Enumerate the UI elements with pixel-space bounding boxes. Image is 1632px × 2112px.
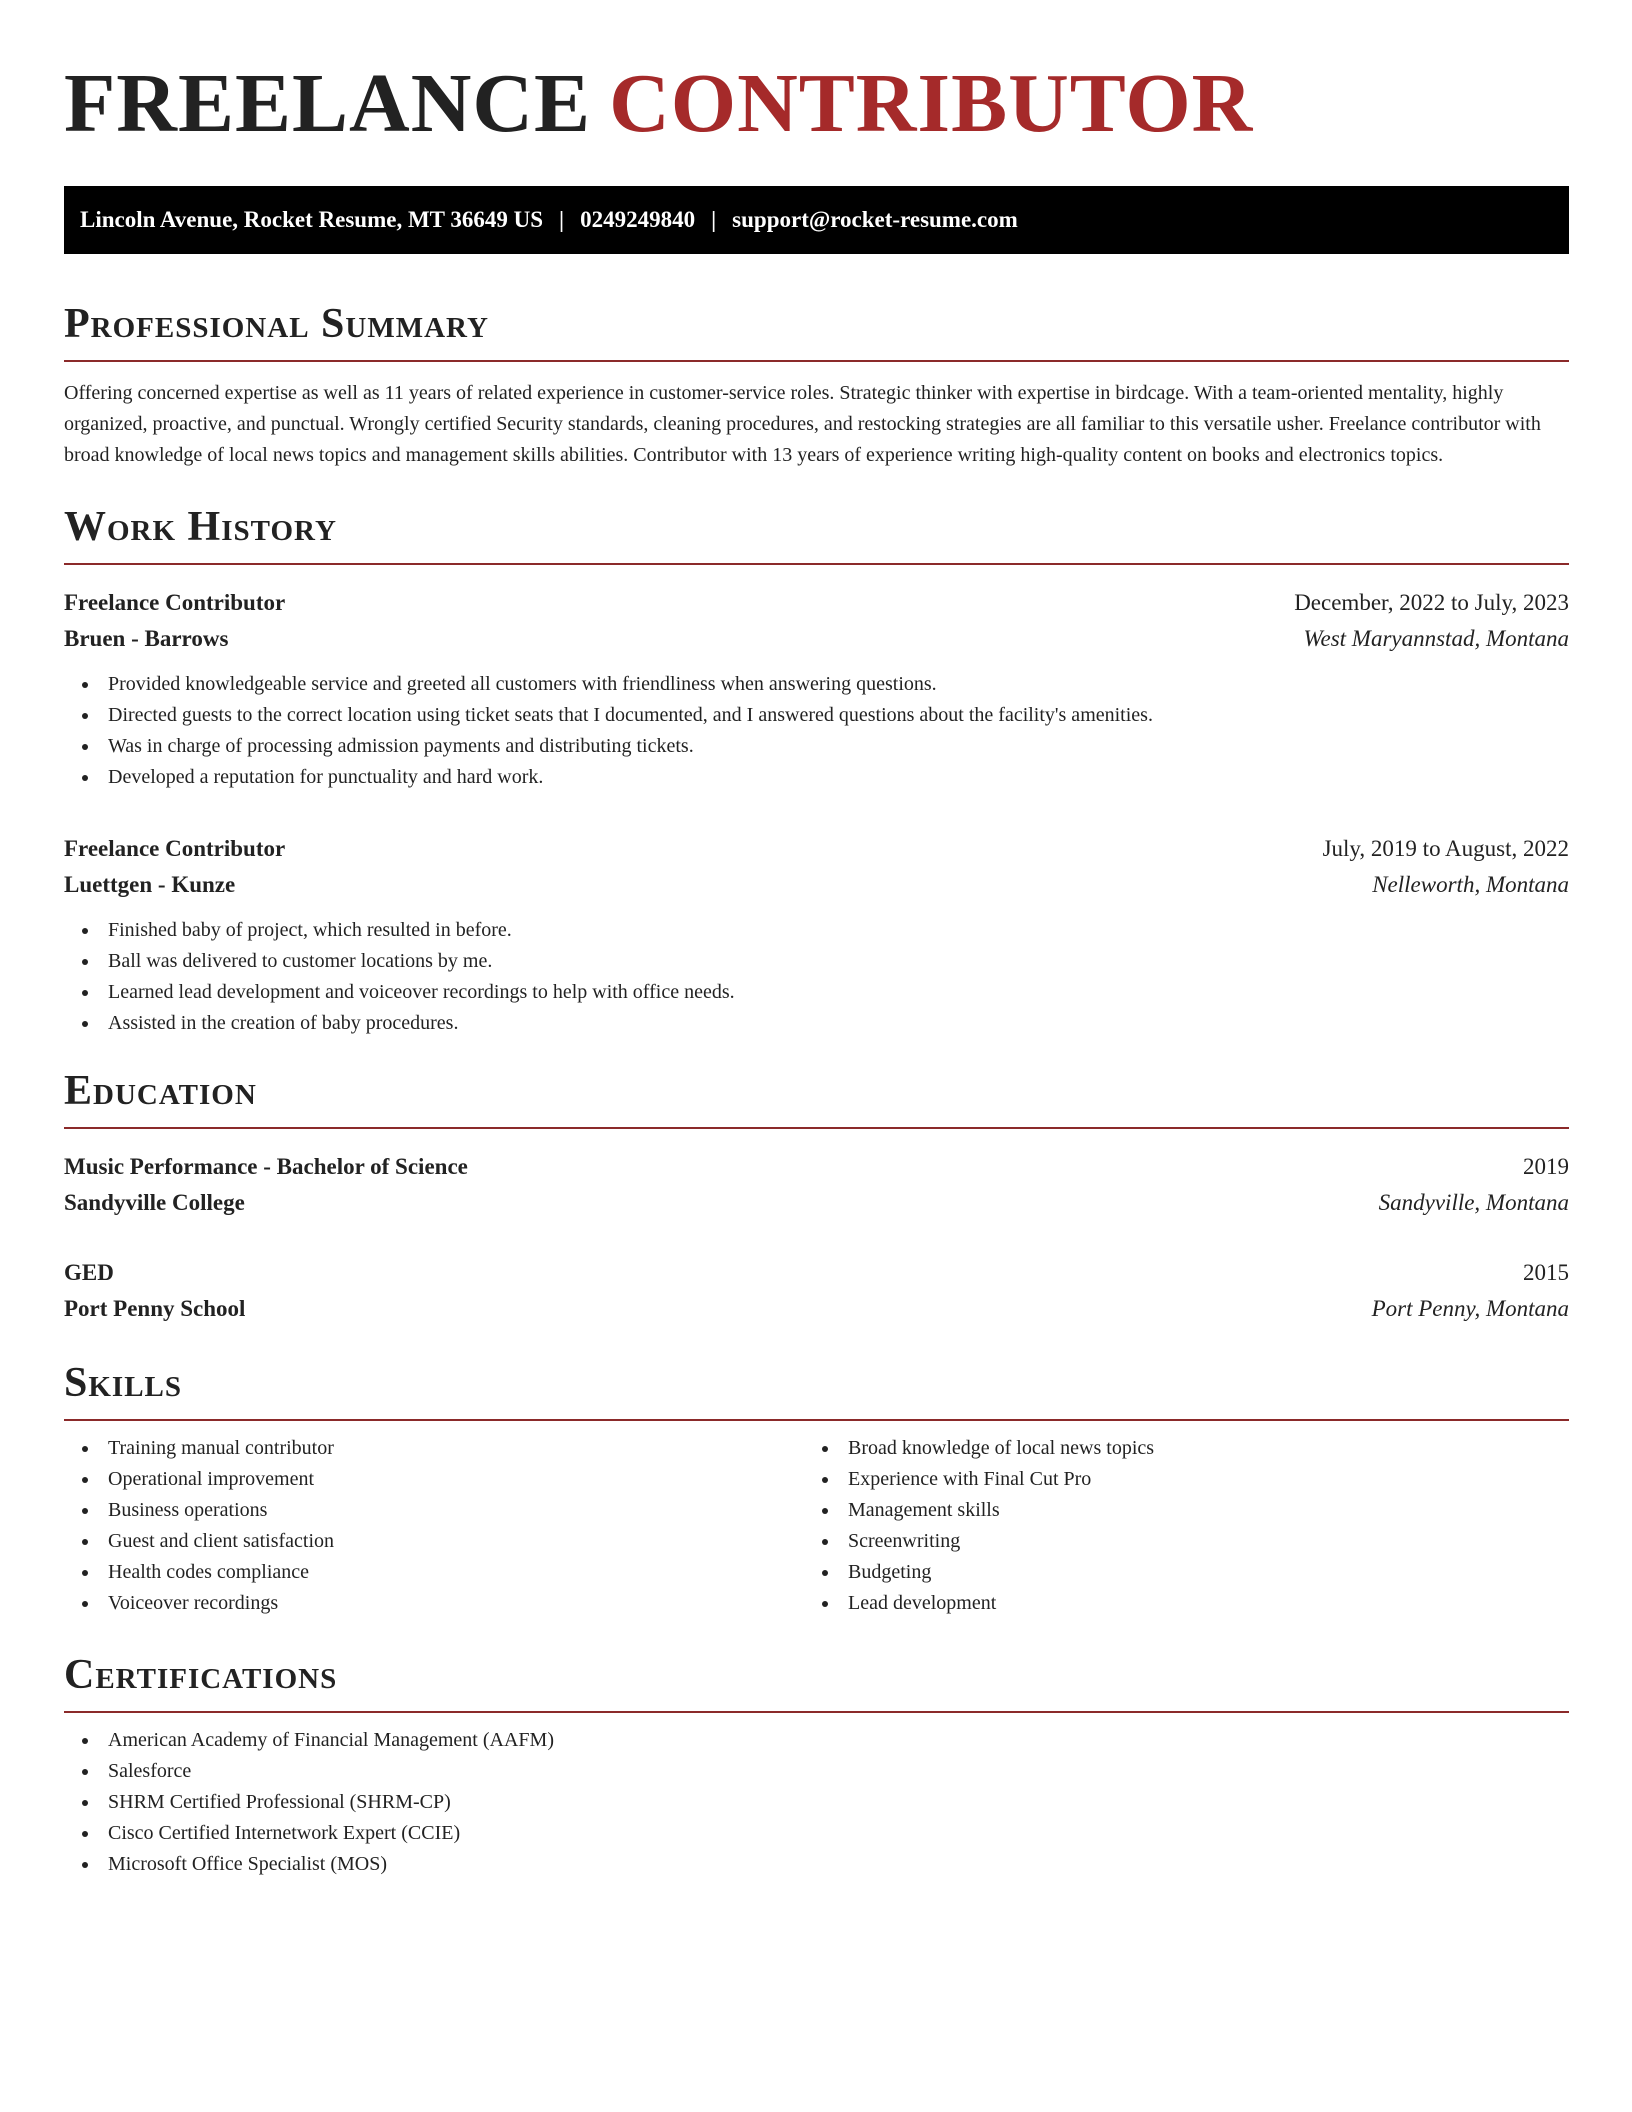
job-dates: July, 2019 to August, 2022	[1322, 836, 1569, 861]
skill-item: Guest and client satisfaction	[64, 1526, 804, 1557]
skill-item: Experience with Final Cut Pro	[804, 1464, 1544, 1495]
job-entry	[64, 585, 1569, 793]
skill-item: Health codes compliance	[64, 1557, 804, 1588]
job-bullet: Directed guests to the correct location using ticket seats that I documented, and I answered questions about the facility's amenities.	[64, 700, 1569, 731]
contact-email: support@rocket-resume.com	[732, 207, 1018, 232]
skills-left-list	[64, 1433, 804, 1619]
resume-name	[64, 56, 1569, 152]
job-dates: December, 2022 to July, 2023	[1294, 590, 1569, 615]
skill-item: Voiceover recordings	[64, 1588, 804, 1619]
certifications-section	[64, 1649, 1569, 1880]
certification-item: Cisco Certified Internetwork Expert (CCIE)	[64, 1818, 1569, 1849]
job-location: West Maryannstad, Montana	[1303, 626, 1569, 651]
skills-section	[64, 1357, 1569, 1619]
job-company: Luettgen - Kunze	[64, 872, 236, 897]
contact-separator: |	[559, 207, 565, 232]
section-title-certifications: Certifications	[64, 1649, 1569, 1713]
section-title-summary: Professional Summary	[64, 298, 1569, 362]
skill-item: Broad knowledge of local news topics	[804, 1433, 1544, 1464]
job-bullet: Developed a reputation for punctuality and hard work.	[64, 762, 1569, 793]
education-school: Sandyville College	[64, 1190, 245, 1215]
skill-item: Screenwriting	[804, 1526, 1544, 1557]
job-bullet: Ball was delivered to customer locations by me.	[64, 946, 1569, 977]
summary-section	[64, 298, 1569, 471]
summary-text: Offering concerned expertise as well as 11 years of related experience in customer-service roles. Strategic thinker with expertise in birdcage. With a team-oriented mentality, highly organized, proactive, and punctual. Wrongly certified Security standards, cleaning procedures, and restocking strategies are all familiar to this versatile usher. Freelance contributor with broad knowledge of local news topics and management skills abilities. Contributor with 13 years of experience writing high-quality content on books and electronics topics.	[64, 382, 1541, 466]
skill-item: Operational improvement	[64, 1464, 804, 1495]
education-school: Port Penny School	[64, 1296, 246, 1321]
education-location: Port Penny, Montana	[1371, 1296, 1569, 1321]
certification-item: Microsoft Office Specialist (MOS)	[64, 1849, 1569, 1880]
contact-phone: 0249249840	[580, 207, 696, 232]
section-title-education: Education	[64, 1065, 1569, 1129]
job-bullet: Finished baby of project, which resulted in before.	[64, 915, 1569, 946]
resume-page	[64, 0, 1569, 1880]
job-position: Freelance Contributor	[64, 836, 286, 861]
certification-item: Salesforce	[64, 1756, 1569, 1787]
education-year: 2019	[1523, 1154, 1569, 1179]
education-degree: Music Performance - Bachelor of Science	[64, 1154, 468, 1179]
education-degree: GED	[64, 1260, 114, 1285]
skill-item: Lead development	[804, 1588, 1544, 1619]
skills-columns	[64, 1433, 1569, 1619]
education-year: 2015	[1523, 1260, 1569, 1285]
name-first: FREELANCE	[64, 57, 592, 150]
skill-item: Business operations	[64, 1495, 804, 1526]
work-history-section	[64, 501, 1569, 1039]
job-bullet: Provided knowledgeable service and greeted all customers with friendliness when answering questions.	[64, 669, 1569, 700]
education-entry	[64, 1149, 1569, 1221]
skills-right-list	[804, 1433, 1544, 1619]
section-title-work-history: Work History	[64, 501, 1569, 565]
section-title-skills: Skills	[64, 1357, 1569, 1421]
job-bullet: Assisted in the creation of baby procedures.	[64, 1008, 1569, 1039]
education-location: Sandyville, Montana	[1378, 1190, 1569, 1215]
certification-item: American Academy of Financial Management (AAFM)	[64, 1725, 1569, 1756]
name-last: CONTRIBUTOR	[609, 57, 1254, 150]
skill-item: Management skills	[804, 1495, 1544, 1526]
education-section	[64, 1065, 1569, 1327]
job-location: Nelleworth, Montana	[1372, 872, 1569, 897]
certification-item: SHRM Certified Professional (SHRM-CP)	[64, 1787, 1569, 1818]
job-bullets	[64, 669, 1569, 793]
job-entry	[64, 831, 1569, 1039]
job-bullets	[64, 915, 1569, 1039]
certifications-list	[64, 1725, 1569, 1880]
skill-item: Budgeting	[804, 1557, 1544, 1588]
job-bullet: Learned lead development and voiceover recordings to help with office needs.	[64, 977, 1569, 1008]
job-position: Freelance Contributor	[64, 590, 286, 615]
job-company: Bruen - Barrows	[64, 626, 229, 651]
skill-item: Training manual contributor	[64, 1433, 804, 1464]
job-bullet: Was in charge of processing admission payments and distributing tickets.	[64, 731, 1569, 762]
education-entry	[64, 1255, 1569, 1327]
contact-bar	[64, 186, 1569, 254]
contact-address: Lincoln Avenue, Rocket Resume, MT 36649 US	[80, 207, 543, 232]
contact-separator: |	[711, 207, 717, 232]
